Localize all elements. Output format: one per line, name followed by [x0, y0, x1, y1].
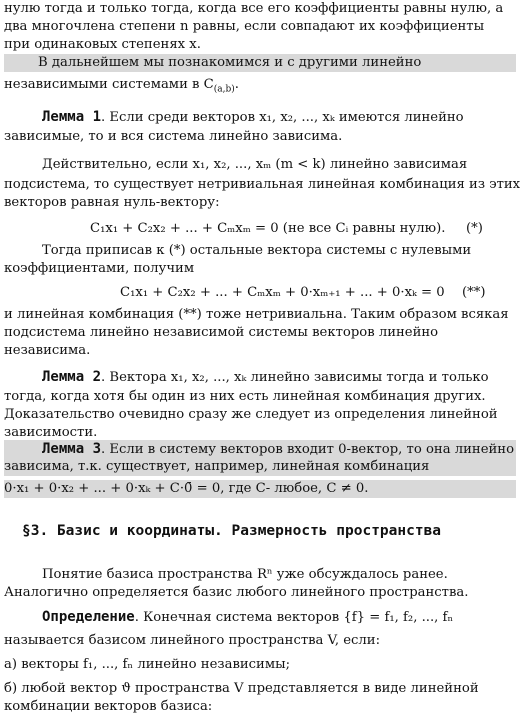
- lemma-heading: Лемма 3: [42, 441, 102, 457]
- lemma-3-line: [4, 440, 516, 459]
- lemma-2-line: [42, 368, 520, 387]
- definition-heading: Определение: [42, 609, 135, 625]
- text-span: . Конечная система векторов {f} = f₁, f₂, ..., fₙ: [134, 610, 454, 625]
- text-line: векторов равная нуль-вектору:: [4, 195, 220, 210]
- text-line: [4, 76, 520, 99]
- text-line: подсистема, то существует нетривиальная линейная комбинация из этих: [4, 177, 520, 192]
- text-line: при одинаковых степенях x.: [4, 37, 201, 52]
- text-span: .: [234, 77, 239, 92]
- equation: C₁x₁ + C₂x₂ + ... + Cₘxₘ + 0·xₘ₊₁ + ... + 0·xₖ = 0: [120, 285, 445, 300]
- text-span: . Если среди векторов x₁, x₂, ..., xₖ имеются линейно: [101, 110, 464, 125]
- equation-number: (**): [462, 285, 486, 300]
- text-line: Аналогично определяется базис любого линейного пространства.: [4, 585, 469, 600]
- highlighted-line: зависима, т.к. существует, например, линейная комбинация: [4, 458, 516, 476]
- text-line: Действительно, если x₁, x₂, ..., xₘ (m < k) линейно зависимая: [42, 157, 468, 172]
- text-span: независимыми системами в C: [4, 77, 214, 92]
- text-line: зависимые, то и вся система линейно зависима.: [4, 129, 343, 144]
- text-line: Доказательство очевидно сразу же следует из определения линейной: [4, 407, 498, 422]
- lemma-heading: Лемма 2: [42, 369, 102, 385]
- text-line: тогда, когда хотя бы один из них есть линейная комбинация других.: [4, 389, 486, 404]
- highlighted-line: В дальнейшем мы познакомимся и с другими линейно: [4, 54, 516, 72]
- text-line: подсистема линейно независимой системы векторов линейно: [4, 325, 439, 340]
- text-line: два многочлена степени n равны, если совпадают их коэффициенты: [4, 19, 485, 34]
- highlighted-equation: 0·x₁ + 0·x₂ + ... + 0·xₖ + C·0̄ = 0, где C- любое, C ≠ 0.: [4, 480, 516, 498]
- lemma-1-line: [42, 108, 520, 127]
- text-line: и линейная комбинация (**) тоже нетривиальна. Таким образом всякая: [4, 307, 509, 322]
- text-span: . Если в систему векторов входит 0-вектор, то она линейно: [101, 442, 515, 457]
- section-heading: §3. Базис и координаты. Размерность пространства: [22, 523, 442, 539]
- text-line: зависимости.: [4, 425, 98, 440]
- text-line: а) векторы f₁, ..., fₙ линейно независимы;: [4, 657, 291, 672]
- text-span: . Вектора x₁, x₂, ..., xₖ линейно зависимы тогда и только: [101, 370, 489, 385]
- text-line: называется базисом линейного пространства V, если:: [4, 633, 381, 648]
- text-line: коэффициентами, получим: [4, 261, 195, 276]
- equation: C₁x₁ + C₂x₂ + ... + Cₘxₘ = 0 (не все Cᵢ равны нулю).: [90, 221, 446, 236]
- lemma-heading: Лемма 1: [42, 109, 102, 125]
- equation-number: (*): [466, 221, 483, 236]
- definition-line: [42, 608, 520, 627]
- text-line: Тогда приписав к (*) остальные вектора системы с нулевыми: [42, 243, 472, 258]
- text-line: независима.: [4, 343, 91, 358]
- text-line: комбинации векторов базиса:: [4, 699, 213, 714]
- subscript: (a,b): [213, 84, 235, 95]
- text-line: б) любой вектор ϑ пространства V представляется в виде линейной: [4, 681, 479, 696]
- text-line: нулю тогда и только тогда, когда все его коэффициенты равны нулю, а: [4, 1, 504, 16]
- text-line: Понятие базиса пространства Rⁿ уже обсуждалось ранее.: [42, 567, 448, 582]
